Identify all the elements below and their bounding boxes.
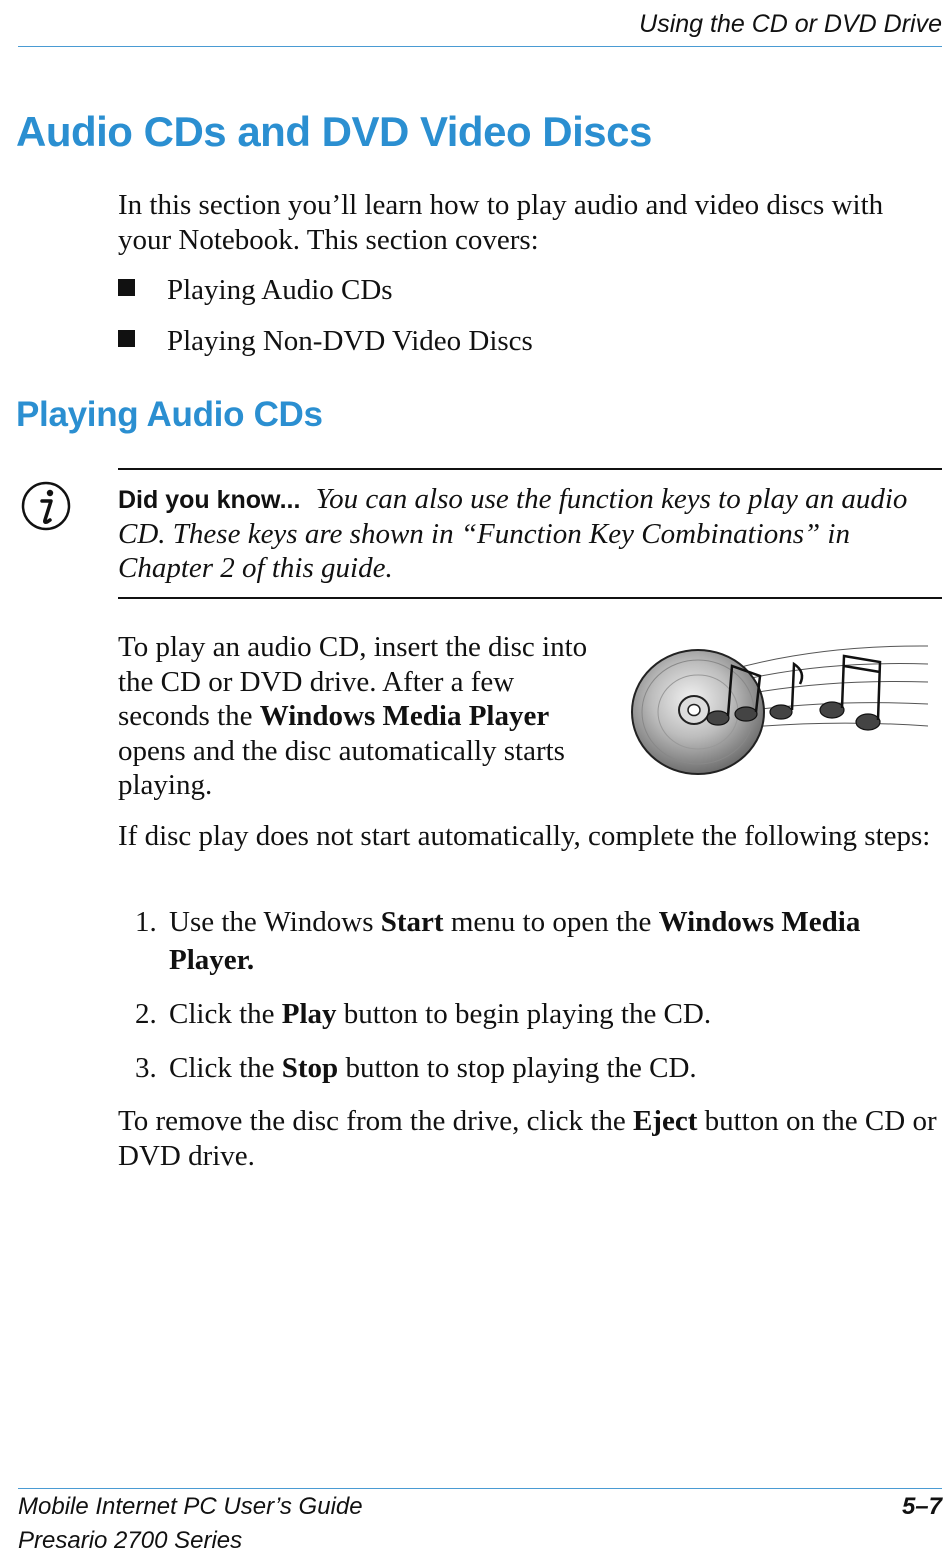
section-title: Audio CDs and DVD Video Discs xyxy=(16,108,652,155)
step-item: 1. Use the Windows Start menu to open the Windows Media Player. xyxy=(135,906,861,976)
footer-rule xyxy=(18,1488,942,1489)
step-item: 2. Click the Play button to begin playing the CD. xyxy=(135,998,712,1030)
note-top-rule xyxy=(118,468,942,470)
bullet-square-icon xyxy=(118,279,135,296)
step-item: 3. Click the Stop button to stop playing the CD. xyxy=(135,1052,697,1084)
intro-paragraph: In this section you’ll learn how to play audio and video discs with your Notebook. This section covers: xyxy=(118,189,884,256)
footer-series: Presario 2700 Series xyxy=(18,1527,243,1554)
subsection-title: Playing Audio CDs xyxy=(16,395,323,434)
cd-music-notes-icon xyxy=(628,640,930,790)
bullet-item: Playing Audio CDs xyxy=(118,273,393,307)
bullet-item: Playing Non-DVD Video Discs xyxy=(118,324,533,358)
running-header: Using the CD or DVD Drive xyxy=(639,10,942,38)
footer-guide-title: Mobile Internet PC User’s Guide xyxy=(18,1493,363,1520)
info-icon xyxy=(20,480,72,532)
note-text xyxy=(118,482,943,585)
note-body: You can also use the function keys to play an audio CD. These keys are shown in “Function Key Combinations” in Chapter 2 of this guide. xyxy=(118,483,908,584)
steps-intro: If disc play does not start automatically, complete the following steps: xyxy=(118,820,931,852)
page-number: 5–7 xyxy=(901,1493,942,1520)
eject-paragraph: To remove the disc from the drive, click the Eject button on the CD or DVD drive. xyxy=(118,1105,937,1172)
bullet-square-icon xyxy=(118,330,135,347)
note-label: Did you know... xyxy=(118,486,301,514)
note-bottom-rule xyxy=(118,597,942,599)
play-paragraph: To play an audio CD, insert the disc into the CD or DVD drive. After a few seconds the Windows Media Player opens and the disc automatically starts playing. xyxy=(118,631,588,801)
header-rule xyxy=(18,46,942,47)
